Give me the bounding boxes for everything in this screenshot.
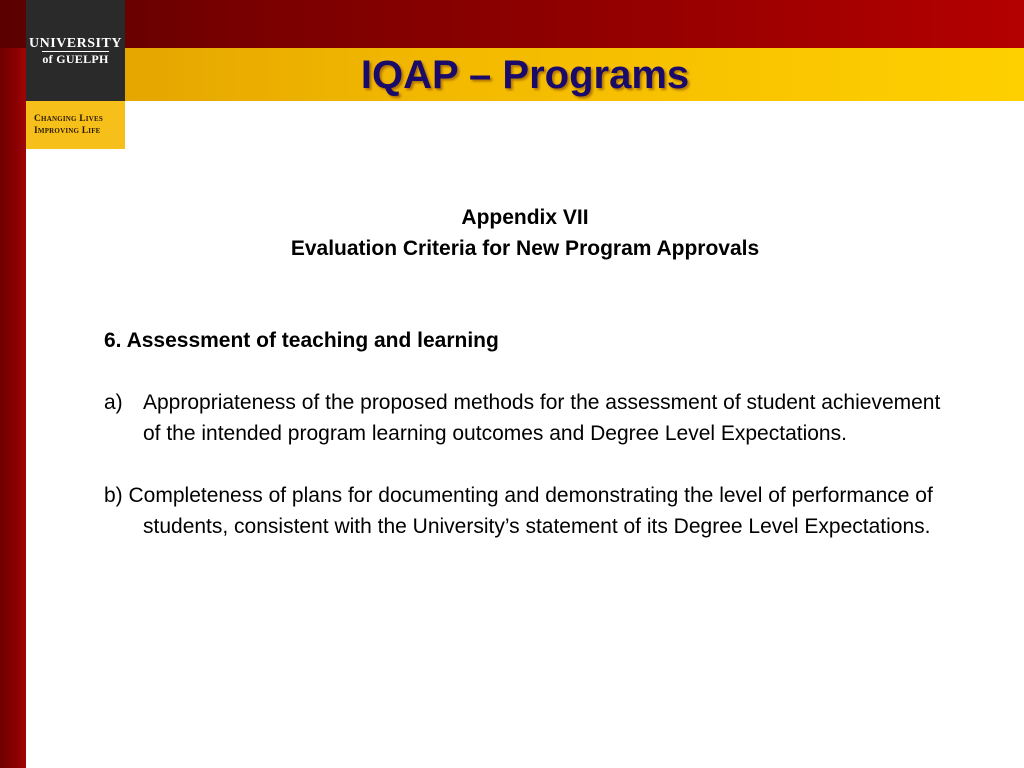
list-item	[104, 387, 954, 449]
university-logo	[26, 0, 125, 101]
tagline-block	[26, 101, 125, 149]
slide-title: IQAP – Programs	[360, 53, 690, 97]
list-item	[104, 480, 954, 542]
list-item-text: b) Completeness of plans for documenting and demonstrating the level of performance of students, consistent with the University’s statement of its Degree Level Expectations.	[104, 484, 933, 538]
slide-heading	[125, 202, 925, 264]
list-item-marker: a)	[104, 391, 123, 414]
section-title: 6. Assessment of teaching and learning	[104, 329, 499, 352]
logo-guelph-text: of GUELPH	[42, 51, 109, 66]
slide-body	[104, 325, 954, 573]
subtitle: Evaluation Criteria for New Program Approvals	[290, 237, 760, 260]
tagline-line1: Changing Lives	[34, 114, 103, 124]
list-item-text: Appropriateness of the proposed methods for the assessment of student achievement of the intended program learning outcomes and Degree Level Expectations.	[143, 391, 941, 445]
appendix-label: Appendix VII	[461, 206, 589, 229]
left-decorative-bar	[0, 0, 26, 768]
logo-university-text: UNIVERSITY	[29, 35, 122, 51]
top-maroon-band	[0, 0, 1024, 48]
tagline-line2: Improving Life	[34, 126, 101, 136]
